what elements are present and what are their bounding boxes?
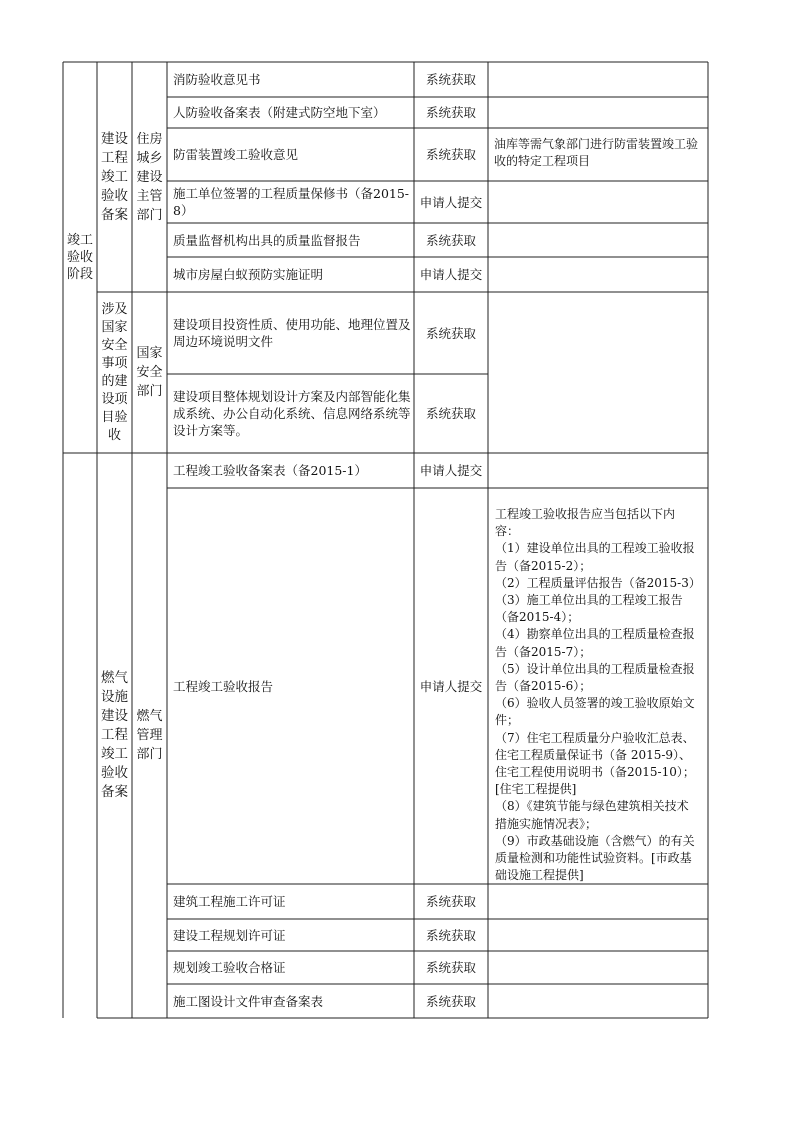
group-name-national-security: 涉及 国家 安全 事项 的建 设项 目验 收 xyxy=(101,301,128,443)
row-doc: 城市房屋白蚁预防实施证明 xyxy=(173,267,324,282)
row-method: 系统获取 xyxy=(425,72,476,87)
row-method: 系统获取 xyxy=(425,406,476,421)
row-note: 油库等需气象部门进行防雷装置竣工验收的特定工程项目 xyxy=(494,137,699,168)
stage-label: 竣工 验收 阶段 xyxy=(66,233,93,282)
row-method: 申请人提交 xyxy=(419,678,483,694)
row-doc: 建设工程规划许可证 xyxy=(173,927,286,943)
row-doc: 施工单位签署的工程质量保修书（备2015-8） xyxy=(173,186,410,218)
row-doc: 建设项目投资性质、使用功能、地理位置及周边环境说明文件 xyxy=(173,317,411,349)
row-doc: 人防验收备案表（附建式防空地下室） xyxy=(173,105,386,120)
row-doc: 防雷装置竣工验收意见 xyxy=(173,147,299,162)
report-contents-note: 工程竣工验收报告应当包括以下内 容： （1）建设单位出具的工程竣工验收报 告（备2015-2）； （2）工程质量评估报告（备2015-3） （3）施工单位出具的工程竣工报告 （备2015-4）； （4）勘察单位出具的工程质量检查报 告（备2015-7）； （5）设计单位出具的工程质量检查报 告（备2015-6）； （6）验收人员签署的竣工验收原始文 件； （7）住宅工程质量分户验收汇总表、 住宅工程质量保证书（备 2015-9）、 住宅工程使用说明书（备2015-10）； [住宅工程提供] （8）《建筑节能与绿色建筑相关技术 措施实施情况表》； （9）市政基础设施（含燃气）的有关 质量检测和功能性试验资料。[市政基 础设施工程提供] xyxy=(495,507,701,883)
row-doc: 规划竣工验收合格证 xyxy=(173,960,286,975)
group-name-completion-filing: 建设 工程 竣工 验收 备案 xyxy=(101,130,128,223)
row-doc: 工程竣工验收报告 xyxy=(173,678,274,694)
row-doc: 质量监督机构出具的质量监督报告 xyxy=(173,232,361,248)
group-dept-security: 国家 安全 部门 xyxy=(136,346,163,399)
row-method: 系统获取 xyxy=(425,147,476,162)
row-method: 系统获取 xyxy=(425,105,476,120)
row-doc: 消防验收意见书 xyxy=(173,72,261,87)
row-method: 申请人提交 xyxy=(419,463,483,478)
row-doc: 施工图设计文件审查备案表 xyxy=(173,993,324,1009)
row-doc: 建筑工程施工许可证 xyxy=(173,894,286,909)
row-doc: 建设项目整体规划设计方案及内部智能化集成系统、办公自动化系统、信息网络系统等设计方案等。 xyxy=(173,389,411,438)
group-dept-housing: 住房 城乡 建设 主管 部门 xyxy=(136,131,163,223)
row-doc: 工程竣工验收备案表（备2015-1） xyxy=(173,463,367,478)
row-method: 系统获取 xyxy=(425,960,476,975)
group-name-gas-facility: 燃气 设施 建设 工程 竣工 验收 备案 xyxy=(101,670,128,800)
row-method: 申请人提交 xyxy=(419,194,483,210)
row-method: 系统获取 xyxy=(425,894,476,909)
group-dept-gas: 燃气 管理 部门 xyxy=(136,709,163,762)
row-method: 系统获取 xyxy=(425,232,476,248)
row-method: 系统获取 xyxy=(425,927,476,943)
row-method: 系统获取 xyxy=(425,325,476,341)
row-method: 申请人提交 xyxy=(419,267,483,282)
row-method: 系统获取 xyxy=(425,993,476,1009)
